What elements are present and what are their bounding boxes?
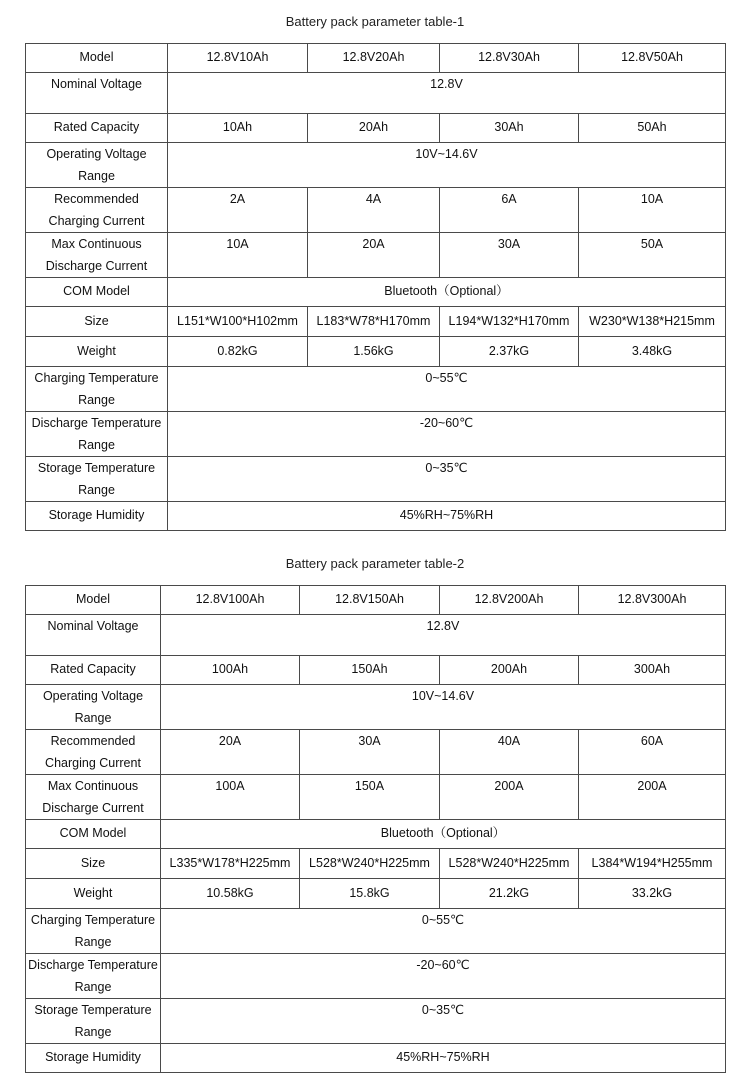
table-row-nominal-voltage [26,615,726,656]
table-row-charging-current [26,188,726,233]
table-2-caption: Battery pack parameter table-2 [285,556,465,571]
table-row-size [26,849,726,879]
row-label-discharge-current: Max Continuous Discharge Current [26,775,161,820]
size-cell: L183*W78*H170mm [308,307,440,337]
table-row-com-model [26,278,726,307]
charging-current-cell: 2A [168,188,308,233]
size-cell: L194*W132*H170mm [440,307,579,337]
weight-cell: 33.2kG [579,879,726,909]
table-row-weight [26,879,726,909]
nominal-voltage-value: 12.8V [161,615,726,656]
size-cell: W230*W138*H215mm [579,307,726,337]
weight-cell: 1.56kG [308,337,440,367]
table-row-storage-humidity [26,502,726,531]
row-label-charging-temp: Charging Temperature Range [26,909,161,954]
row-label-rated-capacity: Rated Capacity [26,656,161,685]
discharge-current-cell: 10A [168,233,308,278]
operating-voltage-value: 10V~14.6V [161,685,726,730]
row-label-storage-humidity: Storage Humidity [26,1044,161,1073]
model-cell: 12.8V50Ah [579,44,726,73]
discharge-current-cell: 150A [300,775,440,820]
discharge-temp-value: -20~60℃ [168,412,726,457]
row-label-discharge-temp: Discharge Temperature Range [26,412,168,457]
parameter-table-1 [25,43,726,531]
table-row-storage-temp [26,457,726,502]
com-model-value: Bluetooth（Optional） [168,278,726,307]
table-row-discharge-current [26,233,726,278]
row-label-size: Size [26,849,161,879]
table-row-discharge-temp [26,954,726,999]
rated-capacity-cell: 30Ah [440,114,579,143]
table-row-rated-capacity [26,656,726,685]
row-label-weight: Weight [26,337,168,367]
table-row-operating-voltage [26,685,726,730]
discharge-current-cell: 30A [440,233,579,278]
discharge-current-cell: 200A [579,775,726,820]
model-cell: 12.8V200Ah [440,586,579,615]
storage-temp-value: 0~35℃ [168,457,726,502]
operating-voltage-value: 10V~14.6V [168,143,726,188]
charging-current-cell: 10A [579,188,726,233]
model-cell: 12.8V20Ah [308,44,440,73]
model-cell: 12.8V300Ah [579,586,726,615]
weight-cell: 2.37kG [440,337,579,367]
rated-capacity-cell: 20Ah [308,114,440,143]
discharge-current-cell: 20A [308,233,440,278]
weight-cell: 0.82kG [168,337,308,367]
row-label-charging-current: Recommended Charging Current [26,188,168,233]
charging-current-cell: 4A [308,188,440,233]
table-row-storage-humidity [26,1044,726,1073]
charging-current-cell: 6A [440,188,579,233]
size-cell: L384*W194*H255mm [579,849,726,879]
row-label-operating-voltage: Operating Voltage Range [26,143,168,188]
weight-cell: 3.48kG [579,337,726,367]
row-label-com-model: COM Model [26,278,168,307]
table-row-weight [26,337,726,367]
row-label-weight: Weight [26,879,161,909]
row-label-charging-current: Recommended Charging Current [26,730,161,775]
rated-capacity-cell: 100Ah [161,656,300,685]
row-label-model: Model [26,586,161,615]
discharge-current-cell: 50A [579,233,726,278]
rated-capacity-cell: 150Ah [300,656,440,685]
table-1-caption: Battery pack parameter table-1 [285,14,465,29]
charging-current-cell: 40A [440,730,579,775]
table-row-discharge-temp [26,412,726,457]
row-label-storage-temp: Storage Temperature Range [26,457,168,502]
row-label-model: Model [26,44,168,73]
rated-capacity-cell: 10Ah [168,114,308,143]
model-cell: 12.8V100Ah [161,586,300,615]
row-label-storage-humidity: Storage Humidity [26,502,168,531]
row-label-charging-temp: Charging Temperature Range [26,367,168,412]
charging-current-cell: 60A [579,730,726,775]
size-cell: L528*W240*H225mm [300,849,440,879]
size-cell: L151*W100*H102mm [168,307,308,337]
model-cell: 12.8V10Ah [168,44,308,73]
nominal-voltage-value: 12.8V [168,73,726,114]
charging-temp-value: 0~55℃ [161,909,726,954]
charging-current-cell: 30A [300,730,440,775]
rated-capacity-cell: 50Ah [579,114,726,143]
row-label-storage-temp: Storage Temperature Range [26,999,161,1044]
discharge-temp-value: -20~60℃ [161,954,726,999]
row-label-size: Size [26,307,168,337]
row-label-nominal-voltage: Nominal Voltage [26,615,161,656]
rated-capacity-cell: 200Ah [440,656,579,685]
table-row-nominal-voltage [26,73,726,114]
size-cell: L335*W178*H225mm [161,849,300,879]
weight-cell: 15.8kG [300,879,440,909]
table-row-model [26,44,726,73]
charging-current-cell: 20A [161,730,300,775]
storage-temp-value: 0~35℃ [161,999,726,1044]
model-cell: 12.8V30Ah [440,44,579,73]
table-row-charging-temp [26,909,726,954]
table-row-operating-voltage [26,143,726,188]
storage-humidity-value: 45%RH~75%RH [168,502,726,531]
weight-cell: 10.58kG [161,879,300,909]
rated-capacity-cell: 300Ah [579,656,726,685]
row-label-discharge-current: Max Continuous Discharge Current [26,233,168,278]
weight-cell: 21.2kG [440,879,579,909]
row-label-operating-voltage: Operating Voltage Range [26,685,161,730]
discharge-current-cell: 200A [440,775,579,820]
table-row-model [26,586,726,615]
com-model-value: Bluetooth（Optional） [161,820,726,849]
storage-humidity-value: 45%RH~75%RH [161,1044,726,1073]
charging-temp-value: 0~55℃ [168,367,726,412]
row-label-rated-capacity: Rated Capacity [26,114,168,143]
table-row-charging-temp [26,367,726,412]
table-row-rated-capacity [26,114,726,143]
table-row-discharge-current [26,775,726,820]
table-row-size [26,307,726,337]
discharge-current-cell: 100A [161,775,300,820]
model-cell: 12.8V150Ah [300,586,440,615]
parameter-table-2 [25,585,726,1073]
table-row-com-model [26,820,726,849]
size-cell: L528*W240*H225mm [440,849,579,879]
row-label-discharge-temp: Discharge Temperature Range [26,954,161,999]
row-label-nominal-voltage: Nominal Voltage [26,73,168,114]
row-label-com-model: COM Model [26,820,161,849]
table-row-charging-current [26,730,726,775]
table-row-storage-temp [26,999,726,1044]
